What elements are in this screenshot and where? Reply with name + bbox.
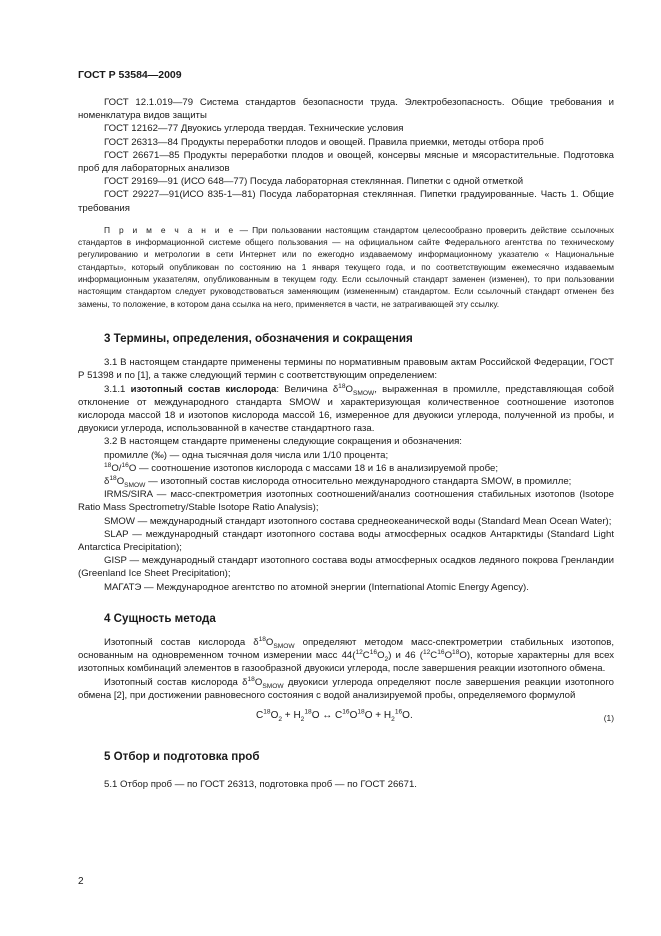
sym-o: O [349,709,358,721]
sym-o: O [402,709,410,721]
term-name: изотопный состав кислорода [130,383,277,395]
sup-18: 18 [263,708,271,716]
equation-text [256,709,413,722]
term-text-b: , выраженная в промилле, представляющая собой отклонение от международного стандарта SMOW и характеризующая количественное соотношение изотопов кислорода массой 18 и изотопов кислорода массой 16, измеренное для двуокиси углерода, полученной из пробы, и двуокиси углерода, использованной в качестве стандартного газа. [78,383,615,435]
section-3-title: 3 Термины, определения, обозначения и сокращения [104,331,413,345]
sup-12: 12 [422,648,431,656]
sup-18: 18 [104,461,112,469]
ratio-a: O/ [111,462,122,474]
sup-16: 16 [121,461,129,469]
ref-gost-12-1-019: ГОСТ 12.1.019—79 Система стандартов безопасности труда. Электробезопасность. Общие требования и номенклатура видов защиты [78,97,614,122]
sym-o: O [377,650,385,662]
sym-o: O [444,650,453,662]
sup-18: 18 [452,648,460,656]
note-text: — При пользовании настоящим стандартом целесообразно проверить действие ссылочных стандартов в информационной системе общего пользования — на официальном сайте Федерального агентства по техническому регулированию и метрологии в сети Интернет или по ежегодно издаваемому информационному указателю « Национальные стандарты», который опубликован по состоянию на 1 января текущего года, и по соответствующим ежемесячно издаваемым информационным указателям, опубликованным в текущем году. Если ссылочный стандарт заменен (изменен), то при пользовании настоящим стандартом следует руководствоваться заменяющим (измененным) стандартом. Если ссылочный стандарт отменен без замены, то положение, в котором дана ссылка на него, применяется в части, не затрагивающей эту ссылку. [78,224,614,309]
sup-16: 16 [437,648,445,656]
term-text-a: : Величина δ [276,383,339,395]
sym-o: O [265,636,274,648]
para-5-1: 5.1 Отбор проб — по ГОСТ 26313, подготовка проб — по ГОСТ 26671. [104,779,417,791]
sup-12: 12 [355,648,363,656]
sub-smow: SMOW [352,389,375,397]
sub-smow: SMOW [262,682,284,690]
term-number: 3.1.1 [104,383,131,395]
sym-o: O [345,383,353,395]
ref-gost-26671: ГОСТ 26671—85 Продукты переработки плодов и овощей, консервы мясные и мясорастительные. Подготовка проб для лабораторных анализов [78,149,614,175]
ref-gost-29169: ГОСТ 29169—91 (ИСО 648—77) Посуда лабораторная стеклянная. Пипетки с одной отметкой [104,176,524,188]
sub-2: 2 [278,715,283,723]
delta-b: — изотопный состав кислорода относительно международного стандарта SMOW, в промилле; [145,475,572,487]
note-paragraph [78,224,614,310]
sub-2: 2 [391,715,395,723]
abbr-gisp: GISP — международный стандарт изотопного состава воды атмосферных осадков ледяного покрова Гренландии (Greenland Ice Sheet Precipitation); [78,555,614,580]
sub-2: 2 [300,715,305,723]
abbr-smow: SMOW — международный стандарт изотопного состава среднеокеанической воды (Standard Mean Ocean Water); [104,515,612,527]
sym-o: O [364,709,373,721]
sup-16: 16 [369,648,378,656]
sup-16: 16 [394,708,403,716]
sym-c: C [256,709,264,721]
sym-c: C [362,650,370,662]
plus: + [282,709,294,721]
abbr-slap: SLAP — международный стандарт изотопного состава воды атмосферных осадков Антарктиды (Standard Light Antarctica Precipitation); [78,528,614,553]
p41-d: O), которые характерны для всех изотопных комбинаций элементов в газообразной двуокиси углерода, после завершения реакции изотопного обмена. [78,650,615,675]
sym-c: C [430,650,438,662]
sub-smow: SMOW [273,642,295,650]
sup-16: 16 [342,708,350,716]
para-4-1 [78,636,614,676]
abbr-ratio [78,462,614,475]
ref-gost-26313: ГОСТ 26313—84 Продукты переработки плодов и овощей. Правила приемки, методы отбора проб [104,136,544,148]
sub-smow: SMOW [124,481,146,489]
sup-18: 18 [258,635,266,643]
sup-18: 18 [247,675,255,683]
ref-gost-29227: ГОСТ 29227—91(ИСО 835-1—81) Посуда лабораторная стеклянная. Пипетки градуированные. Часть 1. Общие требования [78,189,614,214]
page-number: 2 [78,876,84,887]
sym-h: H [383,709,392,721]
sym-h: H [293,709,301,721]
p42-a: Изотопный состав кислорода δ [104,676,248,688]
dot: . [409,709,413,721]
section-5-title: 5 Отбор и подготовка проб [104,749,260,763]
document-header: ГОСТ Р 53584—2009 [78,69,182,81]
p41-a: Изотопный состав кислорода δ [104,636,259,648]
equation-1 [78,707,614,727]
p41-b: определяют методом масс-спектрометрии стабильных изотопов, основанным на одновременном точном измерении масс 44( [78,636,615,662]
sym-o: O [270,709,279,721]
para-4-2 [78,676,614,702]
sym-o: O [116,475,125,487]
arrow: ↔ [319,709,336,721]
abbr-magate: МАГАТЭ — Международное агентство по атомной энергии (International Atomic Energy Agency). [104,581,529,593]
sup-18: 18 [304,708,312,716]
abbr-delta [78,475,614,488]
section-4-title: 4 Сущность метода [104,611,216,625]
para-3-1-1 [78,383,614,436]
sym-o: O [311,709,320,721]
note-label: П р и м е ч а н и е [104,224,236,235]
sym-c: C [335,709,343,721]
ratio-b: O — соотношение изотопов кислорода с массами 18 и 16 в анализируемой пробе; [128,462,498,474]
sub-2: 2 [384,656,389,664]
plus: + [372,709,384,721]
sym-o: O [254,676,263,688]
p42-b: двуокиси углерода определяют после завершения реакции изотопного обмена [2], при достижении равновесного состояния с водой анализируемой пробы, определяемого формулой [78,676,614,701]
p41-c: ) и 46 ( [388,650,423,662]
para-3-2: 3.2 В настоящем стандарте применены следующие сокращения и обозначения: [104,436,462,448]
sup-18: 18 [338,382,346,390]
delta-a: δ [104,475,110,487]
sup-18: 18 [109,474,117,482]
sup-18: 18 [357,708,365,716]
ref-gost-12162: ГОСТ 12162—77 Двуокись углерода твердая. Технические условия [104,123,404,135]
para-3-1: 3.1 В настоящем стандарте применены термины по нормативным правовым актам Российской Федерации, ГОСТ Р 51398 и по [1], а также следующий термин с соответствующим определением: [78,357,614,382]
document-body [78,96,614,791]
equation-number: (1) [603,712,614,723]
abbr-irms: IRMS/SIRA — масс-спектрометрия изотопных соотношений/анализ соотношения стабильных изотопов (Isotope Ratio Mass Spectrometry/Stable Isotope Ratio Analysis); [78,489,614,514]
abbr-permil: промилле (‰) — одна тысячная доля числа или 1/10 процента; [104,449,389,461]
